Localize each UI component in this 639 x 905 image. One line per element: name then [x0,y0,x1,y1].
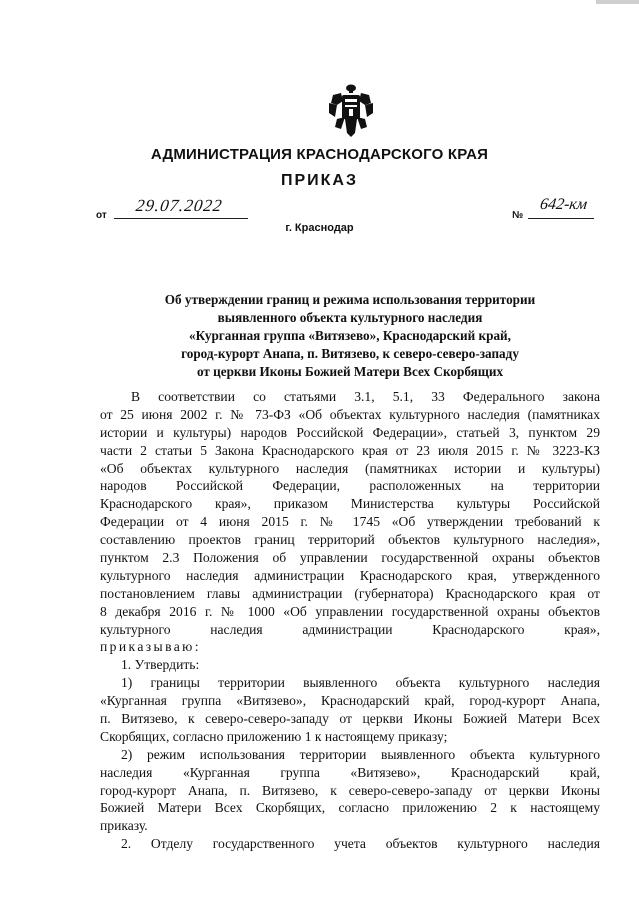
title-line: выявленного объекта культурного наследия [217,310,483,325]
handwritten-date: 29.07.2022 [134,196,224,215]
body-line: от 25 июня 2002 г. № 73-ФЗ «Об объектах культурного наследия (памятниках [100,406,600,422]
body-line: постановлением главы администрации (губернатора) Краснодарского края от [100,585,600,601]
body-line: народов Российской Федерации, расположенных на территории [100,478,600,494]
coat-of-arms-emblem [327,83,375,139]
body-line: В соответствии со статьями 3.1, 5.1, 33 Федерального закона [131,389,600,404]
body-line: 2) режим использования территории выявленного объекта культурного [121,746,600,762]
body-line: 1) границы территории выявленного объекта культурного наследия [121,675,600,691]
body-line: культурного наследия администрации Краснодарского края», [100,621,600,637]
body-line: наследия «Курганная группа «Витязево», Краснодарский край, [100,764,600,780]
scan-edge-mark [596,0,639,4]
document-title [100,291,600,381]
body-line: 8 декабря 2016 г. № 1000 «Об управлении государственной охраны объектов [100,603,600,619]
body-line: п. Витязево, к северо-северо-западу от церкви Иконы Божией Матери Всех [100,711,600,727]
title-line: «Курганная группа «Витязево», Краснодарский край, [189,328,511,343]
body-line: истории и культуры) народов Российской Федерации», статьей 3, пунктом 29 [100,424,600,440]
body-line: приказу. [100,818,148,834]
body-line: культурного наследия администрации Краснодарского края, утвержденного [100,567,600,583]
title-line: от церкви Иконы Божией Матери Всех Скорбящих [196,364,504,379]
title-line: город-курорт Анапа, п. Витязево, к северо-северо-западу [181,346,519,361]
city-line: г. Краснодар [285,222,354,234]
body-line: Краснодарского края», приказом Министерства культуры Российской [100,496,600,512]
body-line: 2. Отделу государственного учета объектов культурного наследия [121,836,600,852]
title-line: Об утверждении границ и режима использования территории [164,292,536,307]
body-line: Скорбящих, согласно приложению 1 к настоящему приказу; [100,728,448,744]
document-body [100,388,600,853]
body-line: 1. Утвердить: [121,657,200,673]
document-type: ПРИКАЗ [280,172,358,189]
date-label: от [96,210,107,221]
organization-name: АДМИНИСТРАЦИЯ КРАСНОДАРСКОГО КРАЯ [150,146,489,163]
body-line: части 2 статьи 5 Закона Краснодарского края от 23 июля 2015 г. № 3223-КЗ [100,442,600,458]
body-line: Федерации от 4 июня 2015 г. № 1745 «Об утверждении требований к [100,514,600,530]
body-line: пунктом 2.3 Положения об управлении государственной охраны объектов [100,550,600,566]
body-line: «Курганная группа «Витязево», Краснодарский край, город-курорт Анапа, [100,693,600,709]
number-label: № [512,210,524,221]
body-line: город-курорт Анапа, п. Витязево, к северо-северо-западу от церкви Иконы [100,782,600,798]
body-line: Божией Матери Всех Скорбящих, согласно приложению 2 к настоящему [100,800,600,816]
body-line: «Об объектах культурного наследия (памятниках истории и культуры) [100,460,600,476]
body-line: приказываю: [100,639,201,655]
body-line: составлению проектов границ территорий объектов культурного наследия», [100,532,600,548]
handwritten-number: 642-км [538,196,589,213]
